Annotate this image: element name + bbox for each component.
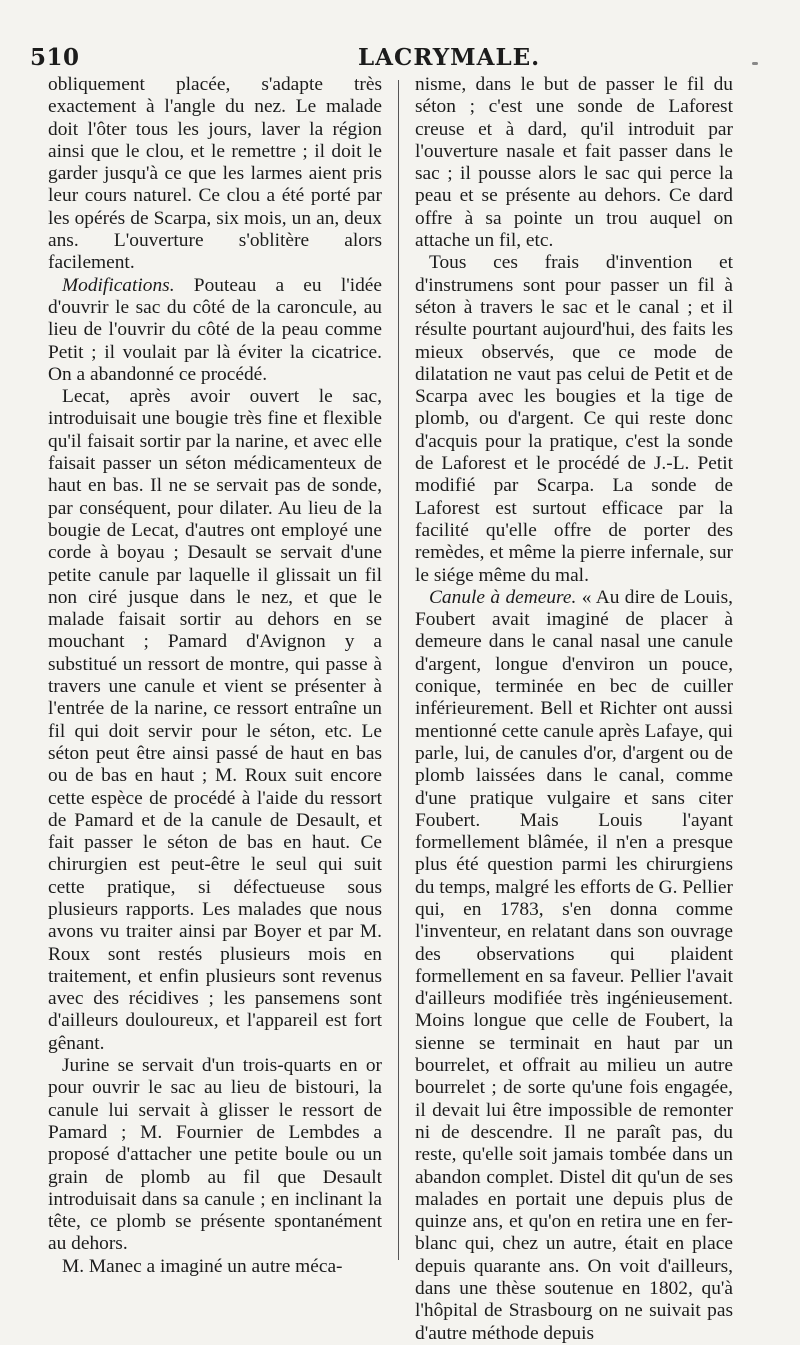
paragraph: obliquement placée, s'adapte très exactement à l'angle du nez. Le malade doit l'ôter tous les jours, laver la région ainsi que le clou, et le remettre ; il doit le garder jusqu'à ce que les larmes aient pris leur cours naturel. Ce clou a été porté par les opérés de Scarpa, six mois, un an, deux ans. L'ouverture s'oblitère alors facilement. bbox=[48, 74, 382, 274]
paragraph: Canule à demeure. « Au dire de Louis, Foubert avait imaginé de placer à demeure dans le canal nasal une canule d'argent, longue d'environ un pouce, conique, terminée en bec de cuiller inférieurement. Bell et Richter ont aussi mentionné cette canule après Lafaye, qui parle, lui, de canules d'or, d'argent ou de plomb laissées dans le canal, comme d'une pratique vulgaire et sans citer Foubert. Mais Louis l'ayant formellement blâmée, il n'en a presque plus été question parmi les chirurgiens du temps, malgré les efforts de G. Pellier qui, en 1783, s'en donna comme l'inventeur, en relatant dans son ouvrage des observations qui plaident formellement en sa faveur. Pellier l'avait d'ailleurs modifiée très ingénieusement. Moins longue que celle de Foubert, la sienne se terminait en haut par un bourrelet, et offrait au milieu un autre bourrelet ; de sorte qu'une fois engagée, il devait lui être impossible de remonter ni de descendre. Il ne paraît pas, du reste, qu'elle soit jamais tombée dans un abandon complet. Distel dit qu'un de ses malades en portait une depuis plus de quinze ans, et qu'on en retira une en fer-blanc qui, chez un autre, était en place depuis quarante ans. On voit d'ailleurs, dans une thèse soutenue en 1802, qu'à l'hôpital de Strasbourg on ne suivait pas d'autre méthode depuis bbox=[415, 586, 733, 1344]
run-in-heading: Modifications. bbox=[62, 274, 175, 296]
paragraph: Tous ces frais d'invention et d'instrumens sont pour passer un fil à séton à travers le sac et le canal ; et il résulte pourtant aujourd'hui, des faits les mieux observés, que ce mode de dilatation ne vaut pas celui de Petit et de Scarpa avec les bougies et la tige de plomb, ou d'argent. Ce qui reste donc d'acquis pour la pratique, c'est la sonde de Laforest et le procédé de J.-L. Petit modifié par Scarpa. La sonde de Laforest est surtout efficace par la facilité qu'elle offre de porter des remèdes, et même la pierre infernale, sur le siége même du mal. bbox=[415, 252, 733, 586]
ink-speck bbox=[752, 62, 758, 65]
paragraph: Jurine se servait d'un trois-quarts en or pour ouvrir le sac au lieu de bistouri, la canule lui servait à glisser le ressort de Pamard ; M. Fournier de Lembdes a proposé d'attacher une petite boule ou un grain de plomb au fil que Desault introduisait dans sa canule ; en inclinant la tête, ce plomb se présente spontanément au dehors. bbox=[48, 1055, 382, 1255]
page-number: 510 bbox=[30, 44, 80, 71]
right-column bbox=[415, 74, 733, 1345]
paragraph: Modifications. Pouteau a eu l'idée d'ouvrir le sac du côté de la caroncule, au lieu de l'ouvrir du côté de la peau comme Petit ; il voulait par là éviter la cicatrice. On a abandonné ce procédé. bbox=[48, 274, 382, 385]
column-rule bbox=[398, 80, 399, 1260]
run-in-heading: Canule à demeure. bbox=[429, 586, 577, 608]
paragraph: nisme, dans le but de passer le fil du séton ; c'est une sonde de Laforest creuse et à dard, qu'il introduit par l'ouverture nasale et fait passer dans le sac ; il pousse alors le sac qui perce la peau et se présente au dehors. Ce dard offre à sa pointe un trou auquel on attache un fil, etc. bbox=[415, 74, 733, 252]
page-header bbox=[30, 44, 760, 78]
paragraph: M. Manec a imaginé un autre méca- bbox=[62, 1255, 343, 1277]
running-head: LACRYMALE. bbox=[358, 44, 541, 71]
paragraph: Lecat, après avoir ouvert le sac, introduisait une bougie très fine et flexible qu'il faisait sortir par la narine, et avec elle faisait passer un séton médicamenteux de haut en bas. Il ne se servait pas de sonde, par conséquent, pour dilater. Au lieu de la bougie de Lecat, d'autres ont employé une corde à boyau ; Desault se servait d'une petite canule par laquelle il glissait un fil non ciré jusque dans le nez, et que le malade faisait sortir au dehors en se mouchant ; Pamard d'Avignon y a substitué un ressort de montre, qui passe à travers une canule et vient se présenter à l'entrée de la narine, ce ressort entraîne un fil qui doit servir pour le séton, etc. Le séton peut être ainsi passé de haut en bas ou de bas en haut ; M. Roux suit encore cette espèce de procédé à l'aide du ressort de Pamard et de la canule de Desault, et fait passer le séton de bas en haut. Ce chirurgien est peut-être le seul qui suit cette pratique, si défectueuse sous plusieurs rapports. Les malades que nous avons vu traiter ainsi par Boyer et par M. Roux sont restés plusieurs mois en traitement, et enfin plusieurs sont revenus avec des récidives ; les pansemens sont d'ailleurs douloureux, et l'appareil est fort gênant. bbox=[48, 386, 382, 1054]
left-column bbox=[48, 74, 382, 1278]
